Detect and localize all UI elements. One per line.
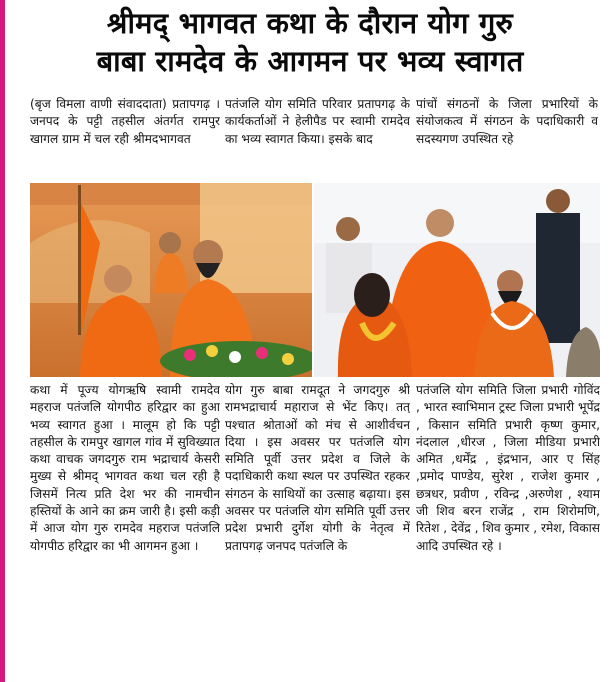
- photo-stage-swami-ramdev: [30, 183, 312, 377]
- headline-line-1: श्रीमद् भागवत कथा के दौरान योग गुरु: [106, 6, 514, 40]
- article-bottom-column-1: कथा में पूज्य योगऋषि स्वामी रामदेव महराज पतंजलि योगपीठ हरिद्वार का हुआ भव्य स्वागत हुआ । मालूम हो कि पट्टी तहसील के रामपुर खागल गांव में सुविख्यात कथा वाचक जगदगुरु राम भद्राचार्य केसरी मुख्य से श्रीमद् भागवत कथा चल रही है जिसमें नित्य प्रति देश भर की नामचीन हस्तियों के आने का क्रम जारी है। इसी कड़ी में आज योग गुरु रामदेव महराज पतंजलि योगपीठ हरिद्वार का भी आगमन हुआ ।: [30, 383, 220, 553]
- headline: [14, 4, 606, 80]
- headline-line-2: बाबा रामदेव के आगमन पर भव्य स्वागत: [96, 44, 524, 78]
- article-top-column-2: पतंजलि योग समिति परिवार प्रतापगढ़ के कार्यकर्ताओं ने हेलीपैड पर स्वामी रामदेव का भव्य स्वागत किया। इसके बाद: [225, 97, 410, 146]
- article-top-column-1: (बृज विमला वाणी संवाददाता) प्रतापगढ़ । जनपद के पट्टी तहसील अंतर्गत रामपुर खागल ग्राम में चल रही श्रीमदभागवत: [30, 97, 220, 146]
- article-bottom-column-2: योग गुरु बाबा रामदूत ने जगदगुरु श्री रामभद्राचार्य महाराज से भेंट किए। तत् पश्चात श्रोताओं को मंच से आशीर्वचन दिया । इस अवसर पर पतंजलि योग समिति पूर्वी उत्तर प्रदेश व जिले के पदाधिकारी कथा स्थल पर उपस्थित रहकर संगठन के साथियों का उत्साह बढ़ाया। इस अवसर पर पतंजलि योग समिति पूर्वी उत्तर प्रदेश प्रभारी दुर्गेश योगी के नेतृत्व में प्रतापगढ़ जनपद पतंजलि के: [225, 383, 410, 553]
- page-edge-rule: [0, 0, 5, 682]
- article-bottom-column-3: पतंजलि योग समिति जिला प्रभारी गोविंद , भारत स्वाभिमान ट्रस्ट जिला प्रभारी भूपेंद्र , किसान समिति प्रभारी कृष्ण कुमार, नंदलाल ,धीरज , जिला मीडिया प्रभारी अमित ,धर्मेंद्र , इंद्रभान, आर ए सिंह ,प्रमोद पाण्डेय, सुरेश , राजेश कुमार , छत्रधर, प्रवीण , रविन्द्र ,अरुणेश , श्याम जी शिव बरन राजेंद्र , राम शिरोमणि, रितेश , देवेंद्र , शिव कुमार , रमेश, विकास आदि उपस्थित रहे ।: [416, 383, 600, 553]
- photo-meeting-ramdev-rambhadracharya: [314, 183, 600, 377]
- article-top-column-3: पांचों संगठनों के जिला प्रभारियों के संयोजकत्व में संगठन के पदाधिकारी व सदस्यगण उपस्थित रहे: [416, 97, 598, 146]
